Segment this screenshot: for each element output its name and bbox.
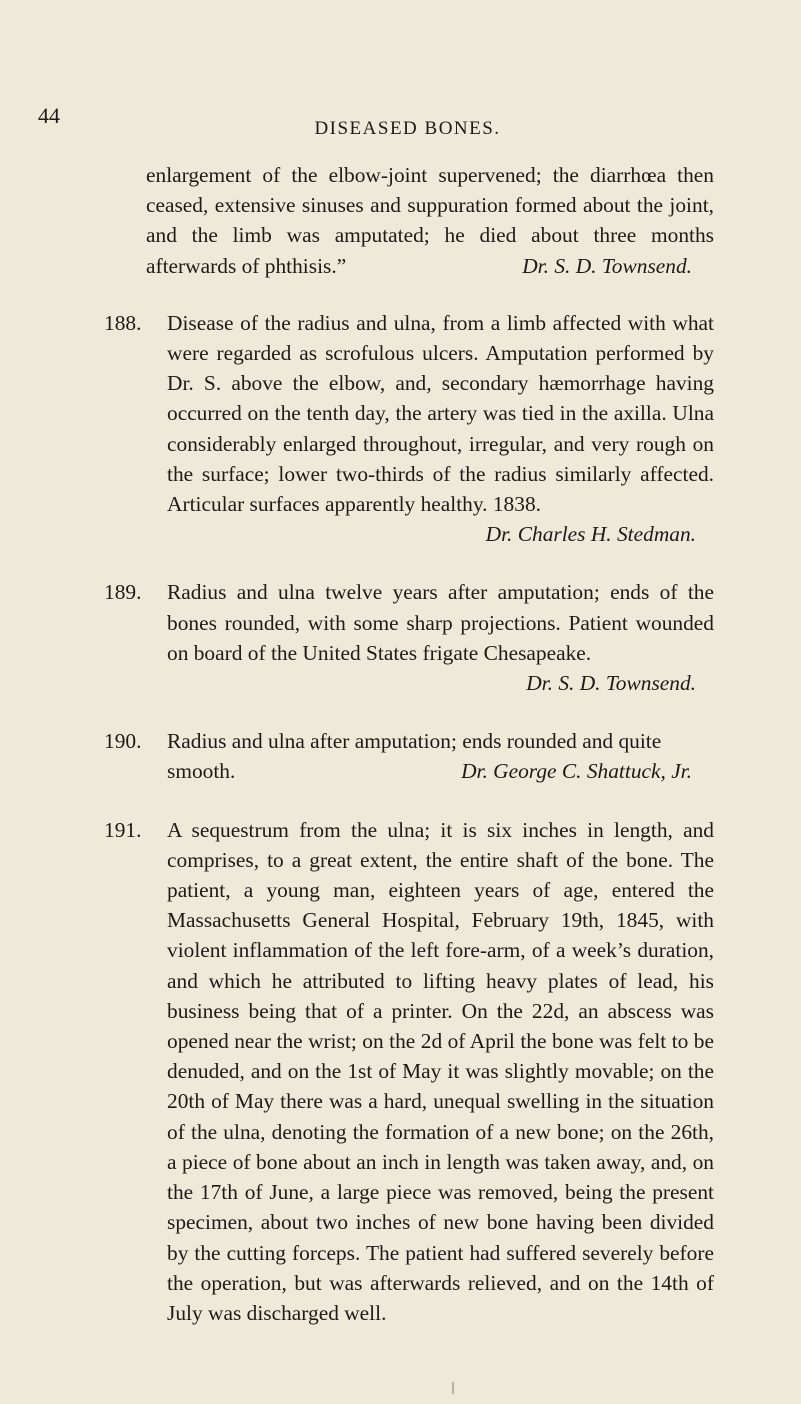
entry-190	[104, 726, 714, 786]
entry-text: A sequestrum from the ulna; it is six inches in length, and comprises, to a great extent, the entire shaft of the bone. The patient, a young man, eighteen years of age, entered the Massachusetts General Hospital, February 19th, 1845, with violent inflammation of the left fore-arm, of a week’s duration, and which he attributed to lifting heavy plates of lead, his business being that of a printer. On the 22d, an abscess was opened near the wrist; on the 2d of April the bone was felt to be denuded, and on the 1st of May it was slightly movable; on the 20th of May there was a hard, unequal swelling in the situation of the ulna, denoting the formation of a new bone; on the 26th, a piece of bone about an inch in length was taken away, and, on the 17th of June, a large piece was removed, being the present specimen, about two inches of new bone having been divided by the cutting forceps. The patient had suffered severely before the operation, but was afterwards relieved, and on the 14th of July was discharged well.	[167, 817, 714, 1325]
continuation-text: enlargement of the elbow-joint supervened; the diarrhœa then ceased, extensive sinuses and suppuration formed about the joint, and the limb was amputated; he died about three months afterwards of phthisis.”	[146, 163, 714, 278]
entry-text: Radius and ulna twelve years after amputation; ends of the bones rounded, with some sharp projections. Patient wounded on board of the United States frigate Chesapeake.	[167, 580, 714, 665]
entry-author: Dr. Charles H. Stedman.	[485, 522, 696, 547]
entry-line2	[167, 756, 714, 786]
running-head: DISEASED BONES.	[314, 118, 501, 139]
entry-number: 188.	[104, 310, 142, 335]
entry-text-line2: smooth.	[167, 759, 236, 784]
entry-author: Dr. George C. Shattuck, Jr.	[461, 759, 692, 784]
entry-number: 190.	[104, 729, 142, 754]
entry-number: 191.	[104, 817, 142, 842]
entry-191	[104, 815, 714, 1328]
continuation-author: Dr. S. D. Townsend.	[522, 253, 692, 278]
body-text	[104, 160, 714, 1328]
continuation-paragraph	[146, 160, 714, 281]
entry-number: 189.	[104, 580, 142, 605]
entry-188	[104, 308, 714, 550]
page-number: 44	[38, 103, 60, 128]
entry-text: Disease of the radius and ulna, from a limb affected with what were regarded as scrofulous ulcers. Amputation performed by Dr. S. above the elbow, and, secondary hæmorrhage having occurred on the tenth day, the artery was tied in the axilla. Ulna considerably enlarged throughout, irregular, and very rough on the surface; lower two-thirds of the radius similarly affected. Articular surfaces apparently healthy. 1838.	[167, 310, 714, 517]
entry-text-line1: Radius and ulna after amputation; ends rounded and quite	[167, 729, 662, 754]
paper-mark	[452, 1382, 454, 1394]
entry-189	[104, 577, 714, 698]
entry-author: Dr. S. D. Townsend.	[526, 671, 696, 696]
